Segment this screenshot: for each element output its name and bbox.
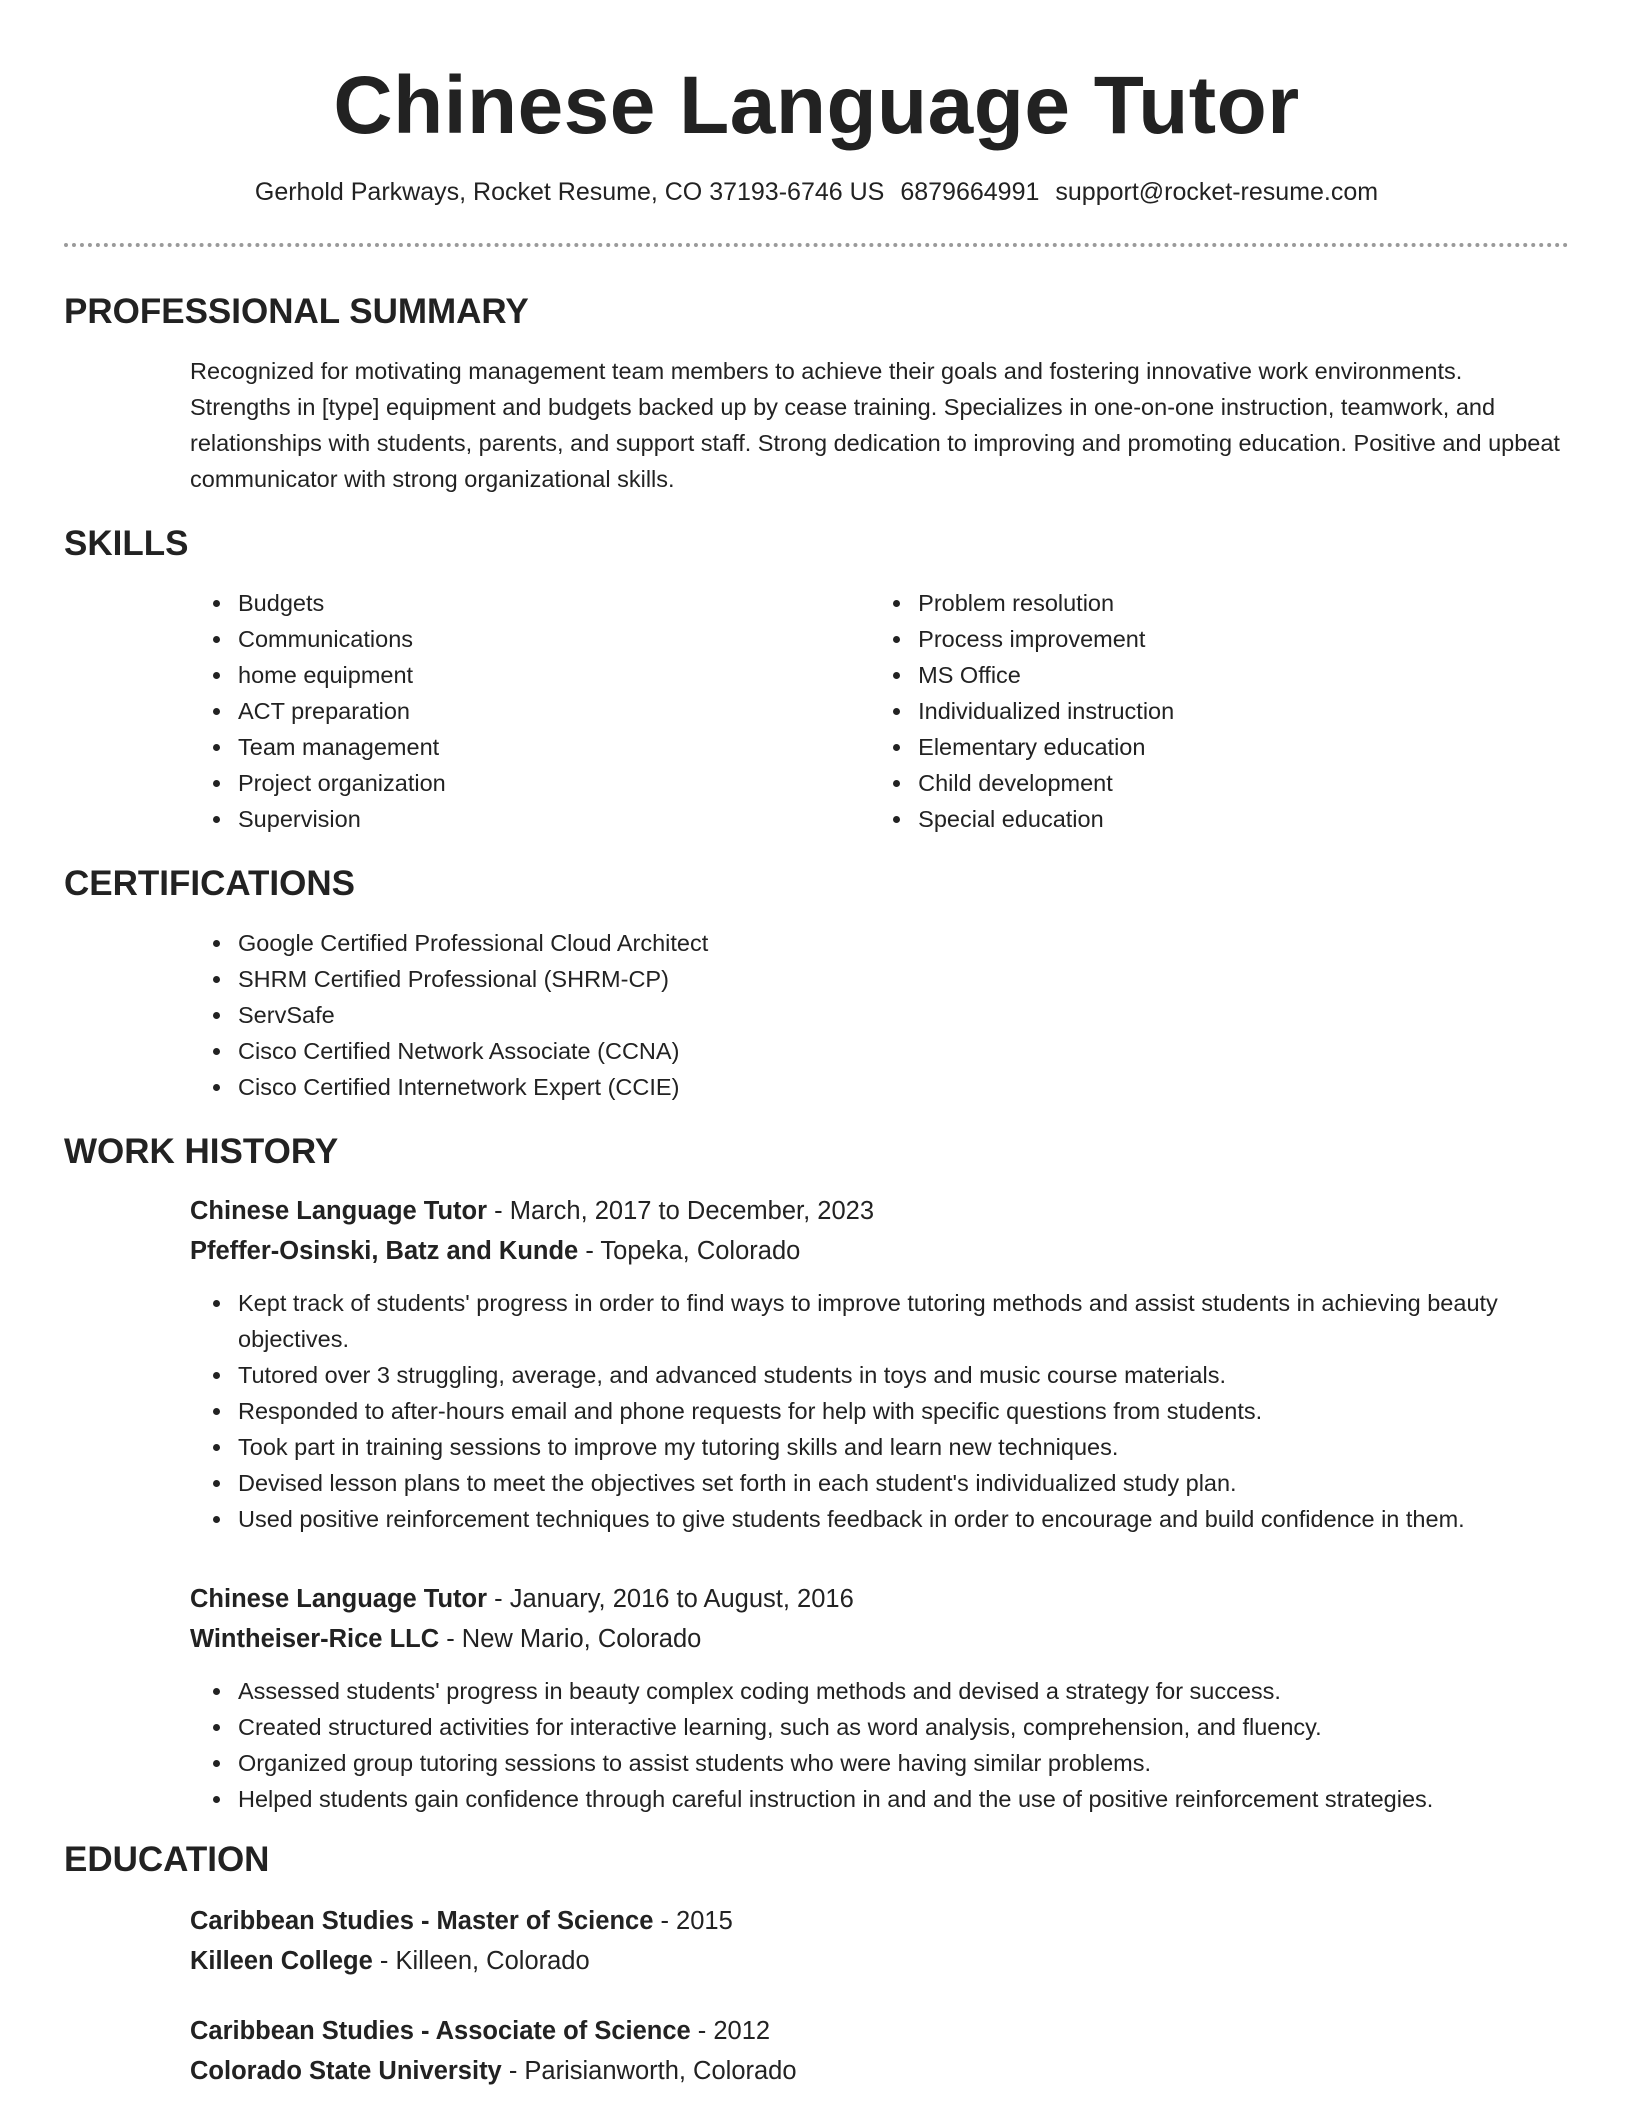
- skill-item: • Team management: [234, 729, 870, 765]
- summary-section: [64, 291, 1569, 497]
- certification-item: • Google Certified Professional Cloud Architect: [234, 925, 1569, 961]
- education-entry: [190, 1901, 1569, 1981]
- job-location: - New Mario, Colorado: [439, 1625, 702, 1653]
- job-role: Chinese Language Tutor: [190, 1197, 488, 1225]
- job-company: Wintheiser-Rice LLC: [190, 1625, 440, 1653]
- job-company-line: [190, 1619, 1569, 1659]
- job-role: Chinese Language Tutor: [190, 1585, 488, 1613]
- job-bullets: [190, 1285, 1569, 1537]
- education-school: Killeen College: [190, 1947, 373, 1975]
- job-bullet: • Assessed students' progress in beauty complex coding methods and devised a strategy for success.: [234, 1673, 1569, 1709]
- job-bullet: • Tutored over 3 struggling, average, and advanced students in toys and music course materials.: [234, 1357, 1569, 1393]
- education-section: [64, 1839, 1569, 2091]
- certification-item: • Cisco Certified Network Associate (CCNA): [234, 1033, 1569, 1069]
- education-year: - 2015: [653, 1907, 733, 1935]
- skill-item: • MS Office: [914, 657, 1569, 693]
- contact-phone: 6879664991: [900, 178, 1040, 206]
- job-bullets: [190, 1673, 1569, 1817]
- work-history-section: [64, 1131, 1569, 1817]
- certifications-section: [64, 863, 1569, 1105]
- resume-page: [64, 0, 1569, 2091]
- job-bullet: • Used positive reinforcement techniques to give students feedback in order to encourage and build confidence in them.: [234, 1501, 1569, 1537]
- job-entry: [190, 1191, 1569, 1537]
- skill-item: • Supervision: [234, 801, 870, 837]
- contact-line: [64, 176, 1569, 208]
- job-location: - Topeka, Colorado: [578, 1237, 801, 1265]
- job-company-line: [190, 1231, 1569, 1271]
- education-school: Colorado State University: [190, 2057, 502, 2085]
- education-degree-line: [190, 2011, 1569, 2051]
- skills-list-left: [64, 585, 870, 837]
- skill-item: • home equipment: [234, 657, 870, 693]
- page-title: Chinese Language Tutor: [333, 60, 1300, 151]
- education-school-line: [190, 2051, 1569, 2091]
- skill-item: • ACT preparation: [234, 693, 870, 729]
- job-bullet: • Devised lesson plans to meet the objectives set forth in each student's individualized study plan.: [234, 1465, 1569, 1501]
- certifications-heading: CERTIFICATIONS: [64, 864, 356, 903]
- job-bullet: • Kept track of students' progress in order to find ways to improve tutoring methods and assist students in achieving beauty objectives.: [234, 1285, 1569, 1357]
- education-entry: [190, 2011, 1569, 2091]
- job-company: Pfeffer-Osinski, Batz and Kunde: [190, 1237, 579, 1265]
- contact-address: Gerhold Parkways, Rocket Resume, CO 37193-6746 US: [254, 178, 885, 206]
- job-title-line: [190, 1191, 1569, 1231]
- education-heading: EDUCATION: [64, 1840, 270, 1879]
- skills-grid: [64, 585, 1569, 837]
- certification-item: • SHRM Certified Professional (SHRM-CP): [234, 961, 1569, 997]
- skill-item: • Special education: [914, 801, 1569, 837]
- education-location: - Parisianworth, Colorado: [501, 2057, 797, 2085]
- skills-heading: SKILLS: [64, 524, 189, 563]
- skill-item: • Process improvement: [914, 621, 1569, 657]
- certifications-list: [64, 925, 1569, 1105]
- header-divider: [64, 243, 1569, 247]
- summary-text: Recognized for motivating management team members to achieve their goals and fostering innovative work environments. Strengths in [type] equipment and budgets backed up by cease training. Specializes in one-on-one instruction, teamwork, and relationships with students, parents, and support staff. Strong dedication to improving and promoting education. Positive and upbeat communicator with strong organizational skills.: [190, 358, 1560, 492]
- work-history-heading: WORK HISTORY: [64, 1132, 339, 1171]
- contact-email[interactable]: support@rocket-resume.com: [1055, 178, 1379, 206]
- skill-item: • Problem resolution: [914, 585, 1569, 621]
- summary-heading: PROFESSIONAL SUMMARY: [64, 292, 529, 331]
- job-entry: [190, 1579, 1569, 1817]
- job-dates: - January, 2016 to August, 2016: [487, 1585, 854, 1613]
- job-bullet: • Organized group tutoring sessions to assist students who were having similar problems.: [234, 1745, 1569, 1781]
- job-bullet: • Responded to after-hours email and phone requests for help with specific questions from students.: [234, 1393, 1569, 1429]
- education-location: - Killeen, Colorado: [372, 1947, 590, 1975]
- education-degree-line: [190, 1901, 1569, 1941]
- education-school-line: [190, 1941, 1569, 1981]
- skill-item: • Elementary education: [914, 729, 1569, 765]
- job-title-line: [190, 1579, 1569, 1619]
- job-bullet: • Took part in training sessions to improve my tutoring skills and learn new techniques.: [234, 1429, 1569, 1465]
- skills-section: [64, 523, 1569, 837]
- certification-item: • Cisco Certified Internetwork Expert (CCIE): [234, 1069, 1569, 1105]
- education-year: - 2012: [690, 2017, 771, 2045]
- education-degree: Caribbean Studies - Associate of Science: [190, 2017, 691, 2045]
- job-bullet: • Helped students gain confidence through careful instruction in and and the use of positive reinforcement strategies.: [234, 1781, 1569, 1817]
- skill-item: • Communications: [234, 621, 870, 657]
- skill-item: • Individualized instruction: [914, 693, 1569, 729]
- skill-item: • Child development: [914, 765, 1569, 801]
- education-degree: Caribbean Studies - Master of Science: [190, 1907, 654, 1935]
- skill-item: • Project organization: [234, 765, 870, 801]
- job-dates: - March, 2017 to December, 2023: [487, 1197, 875, 1225]
- skill-item: • Budgets: [234, 585, 870, 621]
- skills-list-right: [870, 585, 1569, 837]
- certification-item: • ServSafe: [234, 997, 1569, 1033]
- job-bullet: • Created structured activities for interactive learning, such as word analysis, comprehension, and fluency.: [234, 1709, 1569, 1745]
